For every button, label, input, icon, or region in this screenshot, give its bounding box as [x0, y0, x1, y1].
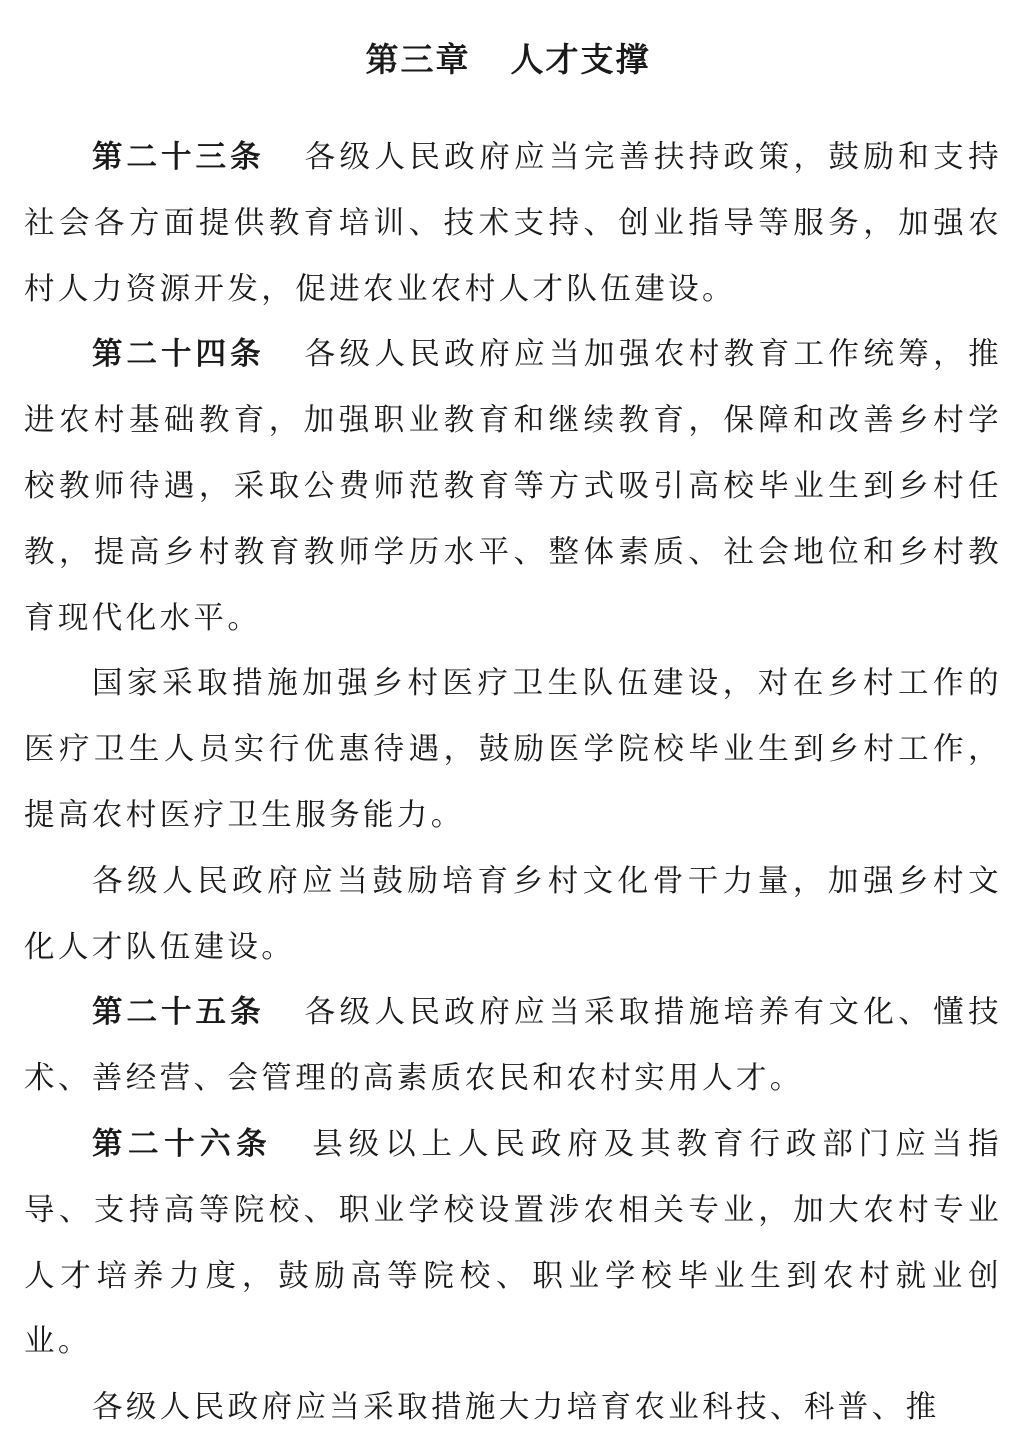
- body-paragraph: 国家采取措施加强乡村医疗卫生队伍建设，对在乡村工作的医疗卫生人员实行优惠待遇，鼓励医学院校毕业生到乡村工作，提高农村医疗卫生服务能力。: [24, 666, 1002, 833]
- article-number: 第二十六条: [92, 1126, 273, 1162]
- article-paragraph: [24, 1112, 1002, 1375]
- article-text: 各级人民政府应当加强农村教育工作统筹，推进农村基础教育，加强职业教育和继续教育，保障和改善乡村学校教师待遇，采取公费师范教育等方式吸引高校毕业生到乡村任教，提高乡村教育教师学历水平、整体素质、社会地位和乡村教育现代化水平。: [24, 337, 1003, 636]
- body-paragraph: 各级人民政府应当鼓励培育乡村文化骨干力量，加强乡村文化人才队伍建设。: [24, 863, 1002, 965]
- article-paragraph: [24, 322, 1002, 651]
- article-number: 第二十三条: [92, 140, 265, 175]
- article-text: 各级人民政府应当采取措施培养有文化、懂技术、善经营、会管理的高素质农民和农村实用人才。: [24, 995, 1003, 1097]
- article-number: 第二十五条: [92, 995, 265, 1031]
- article-paragraph: [24, 125, 1002, 322]
- document-body: [24, 125, 1002, 1441]
- article-number: 第二十四条: [92, 337, 265, 373]
- chapter-name: 人才支撑: [510, 40, 651, 79]
- article-text: 县级以上人民政府及其教育行政部门应当指导、支持高等院校、职业学校设置涉农相关专业，加大农村专业人才培养力度，鼓励高等院校、职业学校毕业生到农村就业创业。: [24, 1126, 1002, 1360]
- chapter-number: 第三章: [365, 40, 471, 79]
- article-text: 各级人民政府应当完善扶持政策，鼓励和支持社会各方面提供教育培训、技术支持、创业指导等服务，加强农村人力资源开发，促进农业农村人才队伍建设。: [24, 140, 1003, 307]
- chapter-title: [0, 34, 1016, 86]
- article-paragraph: [24, 980, 1002, 1112]
- body-paragraph: 各级人民政府应当采取措施大力培育农业科技、科普、推: [92, 1390, 940, 1426]
